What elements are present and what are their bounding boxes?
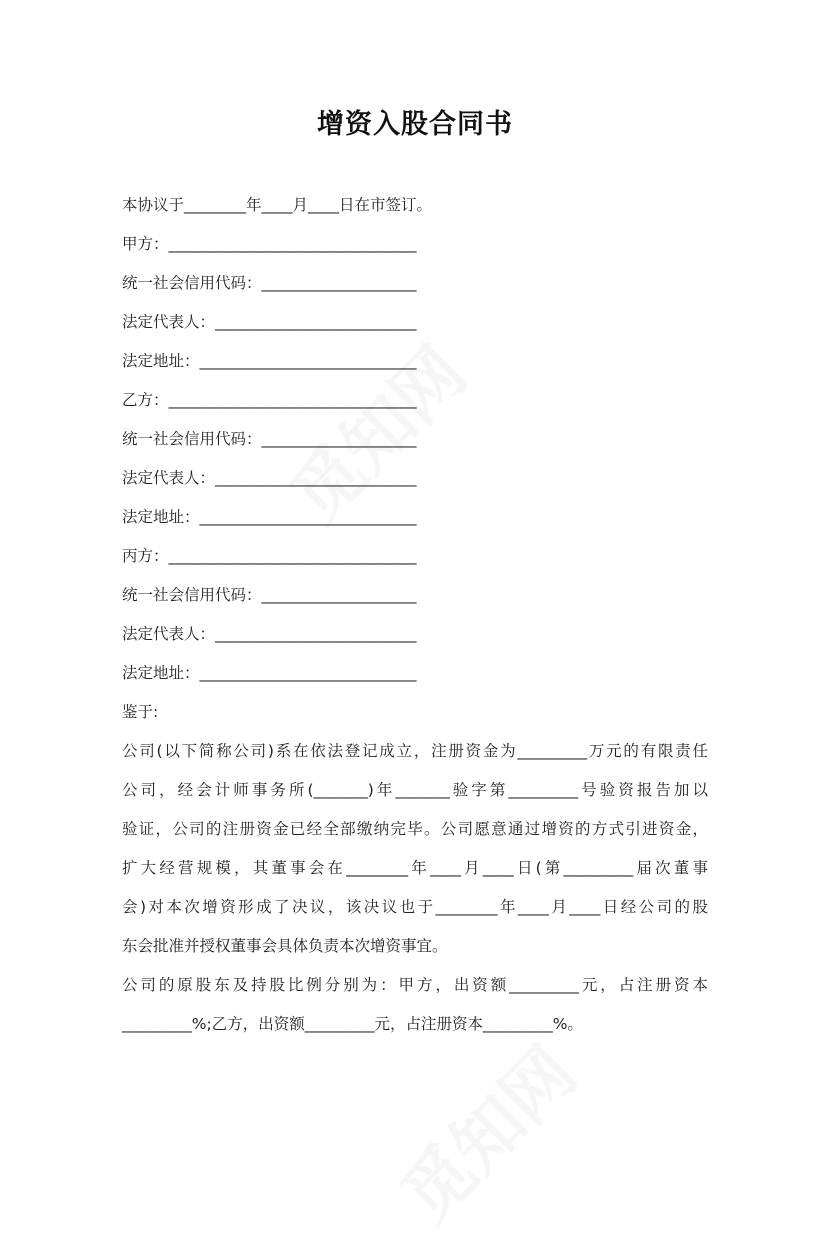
document-title: 增资入股合同书 bbox=[317, 109, 513, 140]
paragraph-line: 会)对本次增资形成了决议，该决议也于________年____月____日经公司的股 bbox=[122, 898, 708, 916]
party-b-line: 乙方：________________________________ bbox=[122, 391, 417, 409]
agreement-date-line: 本协议于________年____月____日在市签订。 bbox=[122, 196, 433, 214]
paragraph-line: 扩大经营规模，其董事会在________年____月____日(第_________届次董事 bbox=[122, 859, 708, 877]
whereas-heading: 鉴于: bbox=[122, 703, 159, 721]
paragraph-line: 公司，经会计师事务所(_______)年_______验字第_________号验资报告加以 bbox=[122, 781, 708, 799]
shareholder-line: 公司的原股东及持股比例分别为：甲方，出资额_________元，占注册资本 bbox=[122, 976, 708, 994]
party-c-representative: 法定代表人：__________________________ bbox=[122, 625, 417, 643]
party-a-credit-code: 统一社会信用代码：____________________ bbox=[122, 274, 417, 292]
paragraph-line: 验证，公司的注册资金已经全部缴纳完毕。公司愿意通过增资的方式引进资金， bbox=[122, 820, 708, 838]
party-a-representative: 法定代表人：__________________________ bbox=[122, 313, 417, 331]
party-c-credit-code: 统一社会信用代码：____________________ bbox=[122, 586, 417, 604]
watermark bbox=[375, 1021, 595, 1240]
document-body bbox=[122, 193, 708, 1051]
party-b-credit-code: 统一社会信用代码：____________________ bbox=[122, 430, 417, 448]
shareholder-line: _________%;乙方，出资额_________元，占注册资本_________%。 bbox=[122, 1015, 583, 1033]
party-c-address: 法定地址：____________________________ bbox=[122, 664, 417, 682]
paragraph-line: 公司(以下简称公司)系在依法登记成立，注册资金为_________万元的有限责任 bbox=[122, 742, 708, 760]
party-a-address: 法定地址：____________________________ bbox=[122, 352, 417, 370]
party-a-line: 甲方：________________________________ bbox=[122, 235, 417, 253]
party-c-line: 丙方：________________________________ bbox=[122, 547, 417, 565]
party-b-address: 法定地址：____________________________ bbox=[122, 508, 417, 526]
party-b-representative: 法定代表人：__________________________ bbox=[122, 469, 417, 487]
paragraph-line: 东会批准并授权董事会具体负责本次增资事宜。 bbox=[122, 937, 448, 955]
